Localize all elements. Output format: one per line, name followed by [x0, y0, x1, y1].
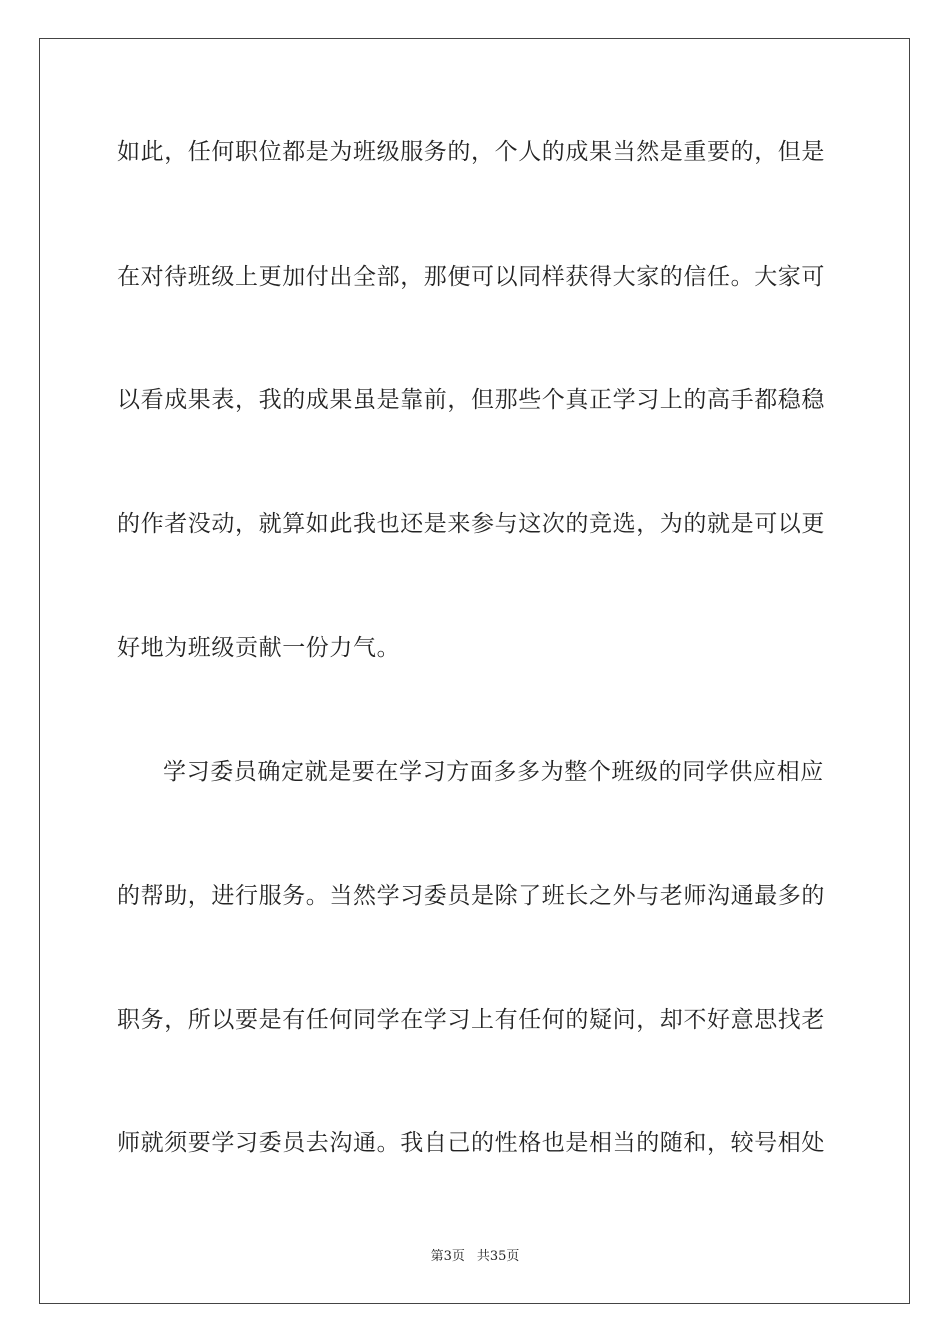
- page-border: [39, 38, 910, 1304]
- body-text-line: 好地为班级贡献一份力气。: [117, 635, 401, 661]
- body-text-line: 的帮助，进行服务。当然学习委员是除了班长之外与老师沟通最多的: [117, 883, 825, 909]
- total-pages: 共35页: [476, 1249, 520, 1264]
- body-text-line: 的作者没动，就算如此我也还是来参与这次的竞选，为的就是可以更: [117, 511, 825, 537]
- page-number: 第3页: [430, 1249, 465, 1264]
- page-footer: [0, 1248, 950, 1266]
- body-text-line: 如此，任何职位都是为班级服务的，个人的成果当然是重要的，但是: [117, 139, 825, 165]
- body-text-line: 职务，所以要是有任何同学在学习上有任何的疑问，却不好意思找老: [117, 1007, 825, 1033]
- body-text-line: 在对待班级上更加付出全部，那便可以同样获得大家的信任。大家可: [117, 264, 825, 290]
- body-text-line: 以看成果表，我的成果虽是靠前，但那些个真正学习上的高手都稳稳: [117, 387, 825, 413]
- body-text-line: 师就须要学习委员去沟通。我自己的性格也是相当的随和，较号相处: [117, 1130, 825, 1156]
- paragraph-first-line: 学习委员确定就是要在学习方面多多为整个班级的同学供应相应: [163, 759, 824, 785]
